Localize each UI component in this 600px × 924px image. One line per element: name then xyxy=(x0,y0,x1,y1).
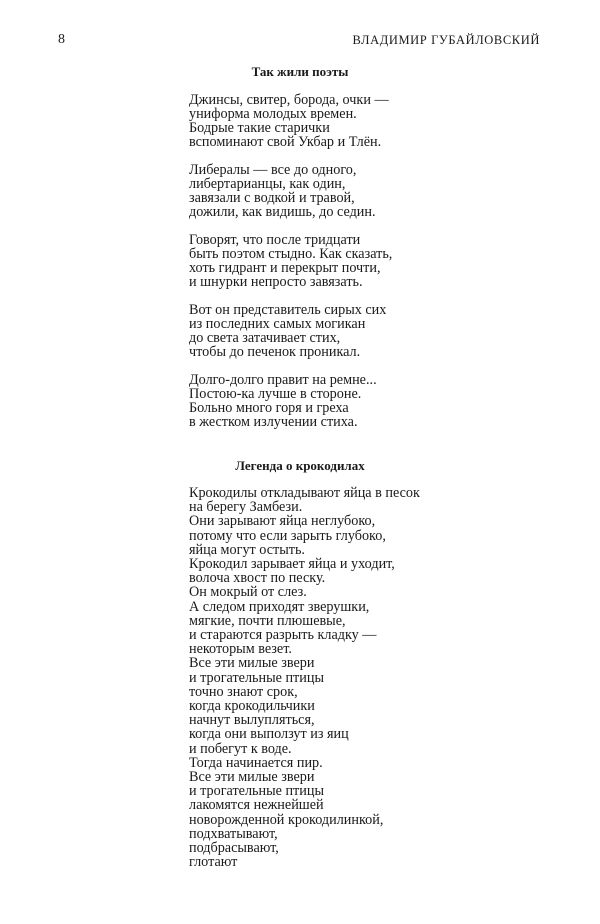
verse-line: и трогательные птицы xyxy=(189,783,324,800)
verse-line: А следом приходят зверушки, xyxy=(189,598,370,615)
poem-title: Так жили поэты xyxy=(251,64,349,79)
verse-line: в жестком излучении стиха. xyxy=(189,414,358,430)
verse-line: когда они выползут из яиц xyxy=(189,726,349,743)
verse-line: Больно много горя и греха xyxy=(189,400,349,416)
verse-line: Тогда начинается пир. xyxy=(189,754,323,771)
verse-line: и побегут к воде. xyxy=(189,740,292,757)
stanza xyxy=(189,233,392,289)
verse-line: начнут вылупляться, xyxy=(189,712,315,729)
verse-line: дожили, как видишь, до седин. xyxy=(189,204,376,220)
verse-line: Постою-ка лучше в стороне. xyxy=(189,386,362,402)
verse-line: подхватывают, xyxy=(189,825,278,842)
verse-line: хоть гидрант и перекрыт почти, xyxy=(189,260,381,276)
verse-line: Он мокрый от слез. xyxy=(189,584,307,601)
running-head: ВЛАДИМИР ГУБАЙЛОВСКИЙ xyxy=(352,33,540,47)
verse-line: и трогательные птицы xyxy=(189,669,324,686)
verse-line: и шнурки непросто завязать. xyxy=(189,274,363,290)
verse-line: завязали с водкой и травой, xyxy=(189,190,355,206)
verse-line: быть поэтом стыдно. Как сказать, xyxy=(189,246,393,262)
poem-body xyxy=(189,93,392,443)
verse-line: Бодрые такие старички xyxy=(189,120,330,136)
verse-line: Все эти милые звери xyxy=(189,769,315,786)
verse-line: потому что если зарыть глубоко, xyxy=(189,527,386,544)
verse-line: Говорят, что после тридцати xyxy=(189,232,361,248)
stanza xyxy=(189,303,392,359)
verse-line: либертарианцы, как один, xyxy=(189,176,346,192)
verse-line: когда крокодильчики xyxy=(189,698,315,715)
verse-line: точно знают срок, xyxy=(189,683,298,700)
verse-line: Либералы — все до одного, xyxy=(189,162,357,178)
page-number: 8 xyxy=(58,32,65,47)
poem-body xyxy=(189,486,420,869)
verse-line: на берегу Замбези. xyxy=(189,499,303,516)
poem-title: Легенда о крокодилах xyxy=(235,458,365,473)
verse-line: новорожденной крокодилинкой, xyxy=(189,811,384,828)
stanza xyxy=(189,373,392,429)
verse-line: из последних самых могикан xyxy=(189,316,366,332)
verse-line: яйца могут остыть. xyxy=(189,541,305,558)
verse-line: Долго-долго правит на ремне... xyxy=(189,372,377,388)
verse-line: до света затачивает стих, xyxy=(189,330,341,346)
verse-line: некоторым везет. xyxy=(189,641,292,658)
verse-line: подбрасывают, xyxy=(189,840,279,857)
verse-line: Вот он представитель сирых сих xyxy=(189,302,387,318)
stanza xyxy=(189,93,392,149)
verse-line: Крокодилы откладывают яйца в песок xyxy=(189,485,420,501)
verse-line: мягкие, почти плюшевые, xyxy=(189,612,346,629)
verse-line: лакомятся нежнейшей xyxy=(189,797,324,814)
verse-line: глотают xyxy=(189,854,238,871)
verse-line: вспоминают свой Укбар и Тлён. xyxy=(189,134,382,150)
verse-line: и стараются разрыть кладку — xyxy=(189,627,377,644)
verse-line: униформа молодых времен. xyxy=(189,106,357,122)
verse-line: Они зарывают яйца неглубоко, xyxy=(189,513,376,530)
verse-line: волоча хвост по песку. xyxy=(189,570,326,587)
verse-line: Крокодил зарывает яйца и уходит, xyxy=(189,556,395,573)
stanza xyxy=(189,163,392,219)
verse-line: Джинсы, свитер, борода, очки — xyxy=(189,92,389,108)
verse-line: чтобы до печенок проникал. xyxy=(189,344,361,360)
verse-line: Все эти милые звери xyxy=(189,655,315,672)
